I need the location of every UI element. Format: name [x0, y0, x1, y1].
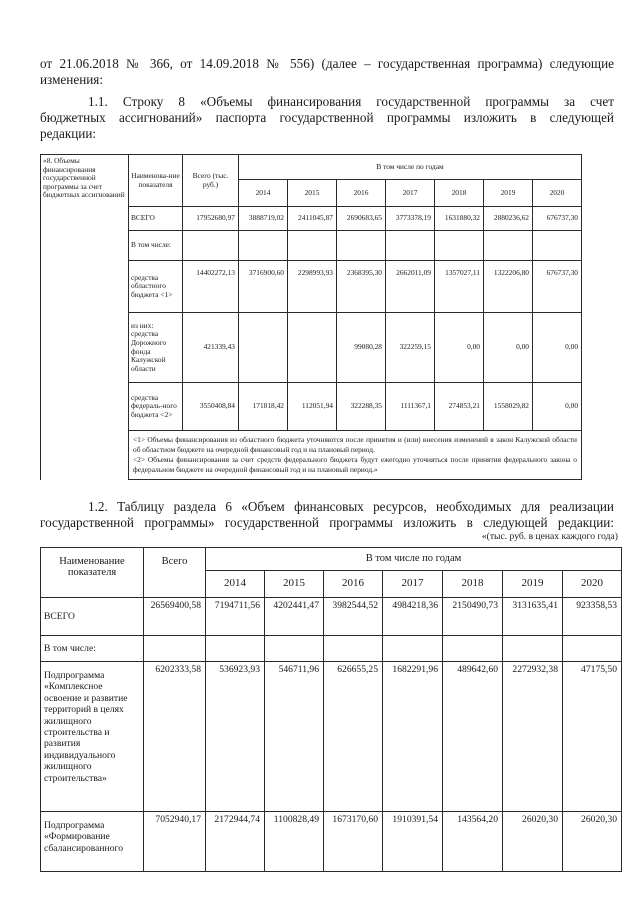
year-header: 2020 — [533, 180, 582, 207]
footnote-2: <2> Объемы финансирования за счет средств федерального бюджета будут ежегодно уточняться после принятия федерального закона о федеральном бюджете на очередной финансовый год и на плановый период.» — [133, 455, 578, 474]
cell-value — [239, 313, 288, 383]
cell-value: 2411045,87 — [288, 207, 337, 231]
cell-value: 3716900,60 — [239, 261, 288, 313]
cell-value: 171818,42 — [239, 383, 288, 431]
row-label: В том числе: — [129, 231, 183, 261]
footnote-1: <1> Объемы финансирования из областного бюджета уточняются после принятия и (или) внесения изменений в закон Калужской области об областном бюджете на очередной финансовый год и на плановый период. — [133, 435, 578, 454]
item2-line-2: государственной программы» государственной программы изложить в следующей редакции: — [40, 515, 614, 530]
intro-line-2: изменения: — [40, 72, 104, 87]
year-header: 2018 — [443, 571, 503, 598]
cell-value: 99080,28 — [337, 313, 386, 383]
row-label: средства областного бюджета <1> — [129, 261, 183, 313]
year-header: 2019 — [503, 571, 563, 598]
cell-value: 112051,94 — [288, 383, 337, 431]
cell-value: 1631880,32 — [435, 207, 484, 231]
intro-line-1: от 21.06.2018 № 366, от 14.09.2018 № 556) (далее – государственная программа) следующие — [40, 56, 614, 71]
cell-value — [435, 231, 484, 261]
year-header: 2014 — [206, 571, 265, 598]
row-total — [144, 636, 206, 662]
year-header: 2016 — [324, 571, 383, 598]
cell-value: 676737,30 — [533, 261, 582, 313]
year-header: 2015 — [265, 571, 324, 598]
cell-value: 1910391,54 — [383, 812, 443, 872]
year-header: 2017 — [383, 571, 443, 598]
cell-value: 1682291,96 — [383, 662, 443, 812]
row-total: 26569400,58 — [144, 598, 206, 636]
item1-line-3: редакции: — [40, 126, 97, 141]
passport-footnotes — [129, 431, 582, 480]
cell-value: 0,00 — [533, 383, 582, 431]
cell-value: 3982544,52 — [324, 598, 383, 636]
cell-value — [386, 231, 435, 261]
cell-value: 4984218,36 — [383, 598, 443, 636]
year-header: 2015 — [288, 180, 337, 207]
cell-value: 2172944,74 — [206, 812, 265, 872]
year-header: 2014 — [239, 180, 288, 207]
financial-resources-table — [40, 547, 622, 872]
cell-value: 26020,30 — [563, 812, 622, 872]
row-total: 17952680,97 — [183, 207, 239, 231]
row-total: 14402272,13 — [183, 261, 239, 313]
cell-value: 3888719,02 — [239, 207, 288, 231]
cell-value: 26020,30 — [503, 812, 563, 872]
cell-value: 923358,53 — [563, 598, 622, 636]
cell-value — [265, 636, 324, 662]
cell-value: 626655,25 — [324, 662, 383, 812]
cell-value: 274853,21 — [435, 383, 484, 431]
year-header: 2016 — [337, 180, 386, 207]
item1-line-1: 1.1. Строку 8 «Объемы финансирования государственной программы за счет — [88, 94, 614, 109]
cell-value: 0,00 — [484, 313, 533, 383]
row-label: из них: средства Дорожного фонда Калужской области — [129, 313, 183, 383]
cell-value: 489642,60 — [443, 662, 503, 812]
cell-value: 143564,20 — [443, 812, 503, 872]
cell-value: 1111367,1 — [386, 383, 435, 431]
table-row — [41, 662, 622, 812]
col-header-name: Наименование показателя — [41, 548, 144, 598]
item2-line-1: 1.2. Таблицу раздела 6 «Объем финансовых ресурсов, необходимых для реализации — [88, 499, 614, 514]
cell-value: 1322206,80 — [484, 261, 533, 313]
cell-value: 7194711,56 — [206, 598, 265, 636]
cell-value: 1558029,82 — [484, 383, 533, 431]
table-row — [41, 598, 622, 636]
units-note: «(тыс. руб. в ценах каждого года) — [481, 531, 618, 542]
cell-value — [337, 231, 386, 261]
row-total: 7052940,17 — [144, 812, 206, 872]
cell-value: 1357027,11 — [435, 261, 484, 313]
cell-value — [503, 636, 563, 662]
col-header-total: Всего (тыс. руб.) — [183, 155, 239, 207]
cell-value: 2662011,09 — [386, 261, 435, 313]
cell-value: 322259,15 — [386, 313, 435, 383]
col-header-name: Наименова-ние показателя — [129, 155, 183, 207]
cell-value: 1100828,49 — [265, 812, 324, 872]
year-header: 2018 — [435, 180, 484, 207]
row-label: средства федераль-ного бюджета <2> — [129, 383, 183, 431]
col-header-years-group: В том числе по годам — [206, 548, 622, 571]
item1-line-2: бюджетных ассигнований» паспорта государственной программы изложить в следующей — [40, 110, 614, 125]
table-row — [41, 636, 622, 662]
cell-value: 0,00 — [533, 313, 582, 383]
row-label: В том числе: — [41, 636, 144, 662]
year-header: 2017 — [386, 180, 435, 207]
col-header-total: Всего — [144, 548, 206, 598]
row-label: Подпрограмма «Комплексное освоение и развитие территорий в целях жилищного строительства и развития индивидуального жилищного строительства» — [41, 662, 144, 812]
cell-value: 2150490,73 — [443, 598, 503, 636]
cell-value: 2298993,93 — [288, 261, 337, 313]
cell-value: 47175,50 — [563, 662, 622, 812]
cell-value — [383, 636, 443, 662]
col-header-years-group: В том числе по годам — [239, 155, 582, 180]
cell-value — [533, 231, 582, 261]
cell-value: 3773378,19 — [386, 207, 435, 231]
year-header: 2020 — [563, 571, 622, 598]
cell-value — [206, 636, 265, 662]
cell-value: 2880236,62 — [484, 207, 533, 231]
cell-value — [563, 636, 622, 662]
table-row — [41, 812, 622, 872]
cell-value: 0,00 — [435, 313, 484, 383]
row-label: Подпрограмма «Формирование сбалансированного — [41, 812, 144, 872]
row-label: ВСЕГО — [41, 598, 144, 636]
row-label: ВСЕГО — [129, 207, 183, 231]
cell-value: 4202441,47 — [265, 598, 324, 636]
passport-row-label: «8. Объемы финансирования государственной программы за счет бюджетных ассигнований — [41, 155, 129, 480]
row-total: 421339,43 — [183, 313, 239, 383]
cell-value: 1673170,60 — [324, 812, 383, 872]
cell-value — [324, 636, 383, 662]
row-total — [183, 231, 239, 261]
year-header: 2019 — [484, 180, 533, 207]
cell-value — [288, 313, 337, 383]
cell-value — [239, 231, 288, 261]
cell-value — [484, 231, 533, 261]
cell-value — [443, 636, 503, 662]
cell-value: 3131635,41 — [503, 598, 563, 636]
cell-value: 536923,93 — [206, 662, 265, 812]
cell-value: 2272932,38 — [503, 662, 563, 812]
row-total: 3550408,84 — [183, 383, 239, 431]
cell-value — [288, 231, 337, 261]
cell-value: 676737,30 — [533, 207, 582, 231]
cell-value: 322288,35 — [337, 383, 386, 431]
cell-value: 546711,96 — [265, 662, 324, 812]
cell-value: 2368395,30 — [337, 261, 386, 313]
row-total: 6202333,58 — [144, 662, 206, 812]
cell-value: 2690683,65 — [337, 207, 386, 231]
passport-financing-table — [40, 154, 582, 480]
